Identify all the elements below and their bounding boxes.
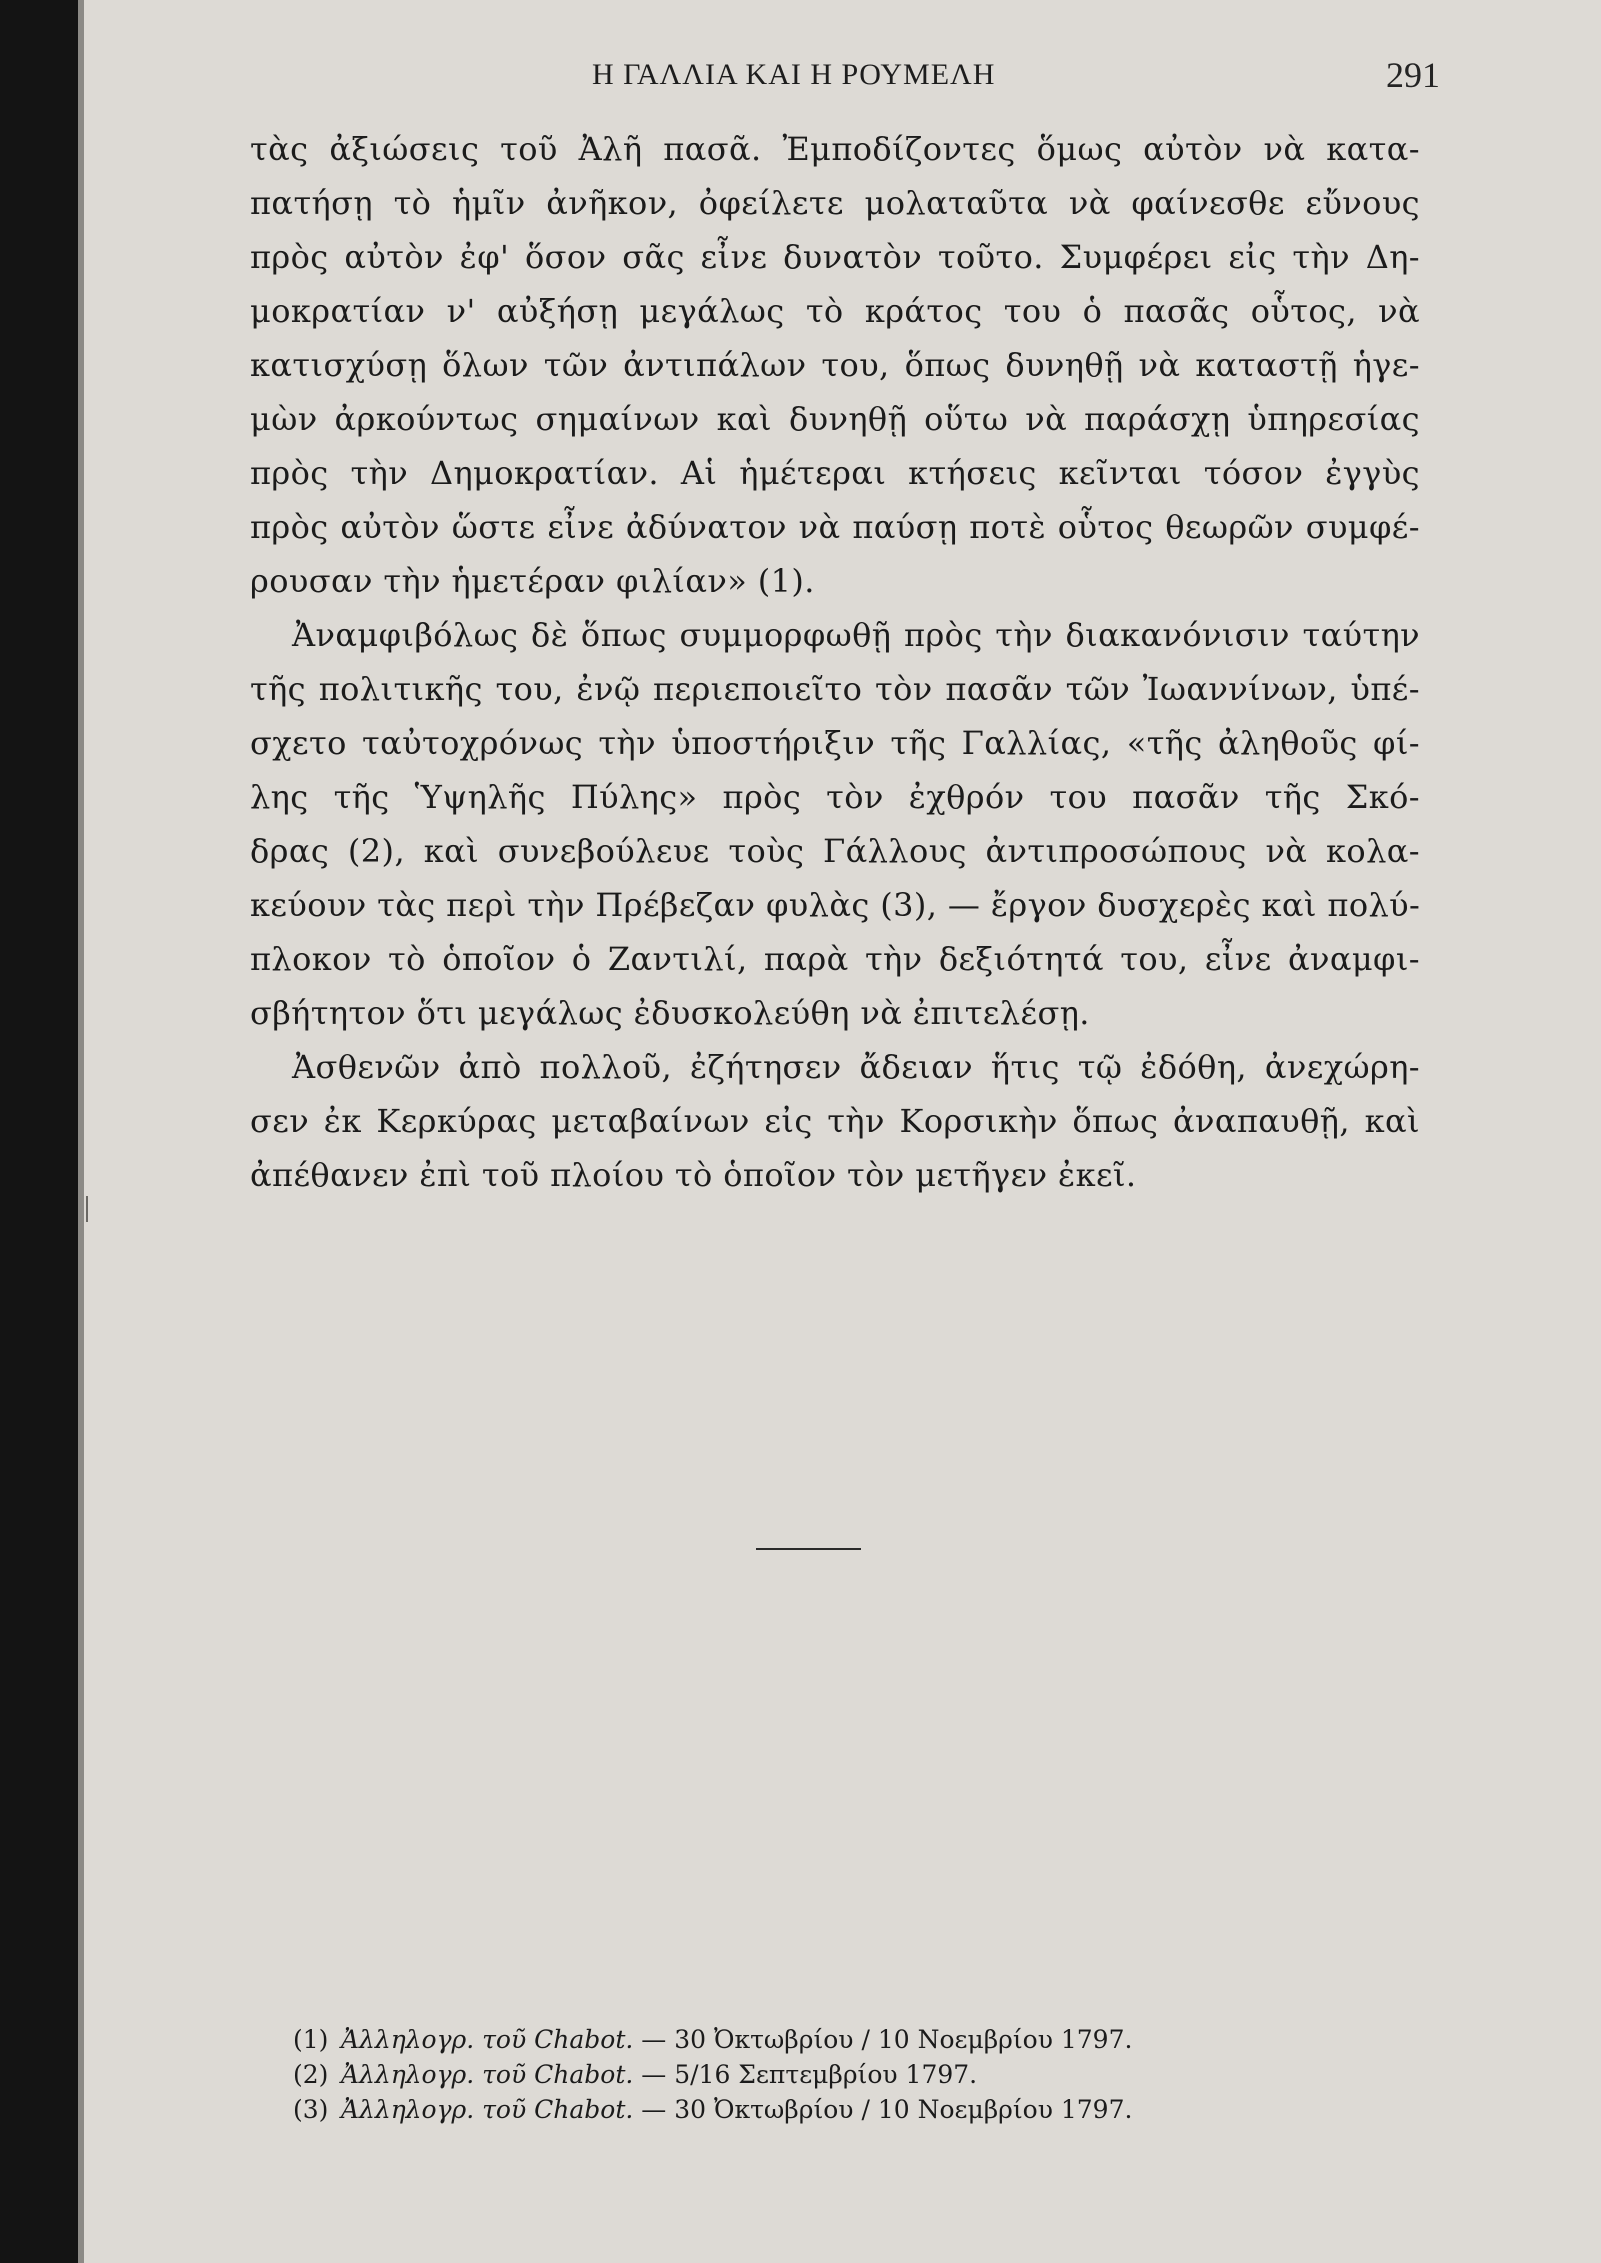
body-text	[250, 122, 1420, 1202]
text-line: σεν ἐκ Κερκύρας μεταβαίνων εἰς τὴν Κορσικὴν ὅπως ἀναπαυθῇ, καὶ	[250, 1102, 1420, 1140]
footnote-source: Ἀλληλογρ. τοῦ Chabot.	[340, 2060, 634, 2089]
text-line: πρὸς τὴν Δημοκρατίαν. Αἱ ἡμέτεραι κτήσεις κεῖνται τόσον ἐγγὺς	[250, 454, 1420, 492]
page-header	[560, 55, 1440, 108]
margin-mark	[86, 1196, 100, 1222]
footnote-source: Ἀλληλογρ. τοῦ Chabot.	[340, 2025, 634, 2054]
text-line: σχετο ταὐτοχρόνως τὴν ὑποστήριξιν τῆς Γαλλίας, «τῆς ἀληθοῦς φί-	[250, 724, 1420, 762]
running-title: Η ΓΑΛΛΙΑ ΚΑΙ Η ΡΟΥΜΕΛΗ	[592, 58, 996, 91]
text-line: τὰς ἀξιώσεις τοῦ Ἀλῆ πασᾶ. Ἐμποδίζοντες ὅμως αὐτὸν νὰ κατα-	[250, 130, 1420, 168]
text-line: δρας (2), καὶ συνεβούλευε τοὺς Γάλλους ἀντιπροσώπους νὰ κολα-	[250, 832, 1420, 870]
text-line: πρὸς αὐτὸν ὥστε εἶνε ἀδύνατον νὰ παύσῃ ποτὲ οὗτος θεωρῶν συμφέ-	[250, 508, 1420, 546]
text-line: μοκρατίαν ν' αὐξήσῃ μεγάλως τὸ κράτος του ὁ πασᾶς οὗτος, νὰ	[250, 292, 1420, 330]
text-line: ἀπέθανεν ἐπὶ τοῦ πλοίου τὸ ὁποῖον τὸν μετῆγεν ἐκεῖ.	[250, 1156, 1137, 1194]
binding-edge	[0, 0, 78, 2263]
footnote-date: — 5/16 Σεπτεμβρίου 1797.	[641, 2060, 978, 2089]
text-line: πρὸς αὐτὸν ἐφ' ὅσον σᾶς εἶνε δυνατὸν τοῦτο. Συμφέρει εἰς τὴν Δη-	[250, 238, 1420, 276]
footnote-separator	[756, 1548, 861, 1550]
text-line: λης τῆς Ὑψηλῆς Πύλης» πρὸς τὸν ἐχθρόν του πασᾶν τῆς Σκό-	[250, 778, 1420, 816]
page-number: 291	[1386, 55, 1440, 95]
footnote-mark: (1)	[293, 2025, 329, 2054]
paragraph-start: Ἀναμφιβόλως δὲ ὅπως συμμορφωθῇ πρὸς τὴν διακανόνισιν ταύτην	[292, 616, 1420, 654]
footnote-mark: (3)	[293, 2095, 329, 2124]
text-line: πλοκον τὸ ὁποῖον ὁ Ζαντιλί, παρὰ τὴν δεξιότητά του, εἶνε ἀναμφι-	[250, 940, 1420, 978]
footnote-date: — 30 Ὀκτωβρίου / 10 Νοεμβρίου 1797.	[641, 2025, 1133, 2054]
footnotes	[293, 2022, 1293, 2127]
footnote	[293, 2092, 1293, 2127]
text-line: πατήσῃ τὸ ἡμῖν ἀνῆκον, ὀφείλετε μολαταῦτα νὰ φαίνεσθε εὔνους	[250, 184, 1420, 222]
text-line: τῆς πολιτικῆς του, ἐνῷ περιεποιεῖτο τὸν πασᾶν τῶν Ἰωαννίνων, ὑπέ-	[250, 670, 1420, 708]
paragraph-start: Ἀσθενῶν ἀπὸ πολλοῦ, ἐζήτησεν ἄδειαν ἥτις τῷ ἐδόθη, ἀνεχώρη-	[292, 1048, 1420, 1086]
text-line: σβήτητον ὅτι μεγάλως ἐδυσκολεύθη νὰ ἐπιτελέσῃ.	[250, 994, 1090, 1032]
text-line: κεύουν τὰς περὶ τὴν Πρέβεζαν φυλὰς (3), — ἔργον δυσχερὲς καὶ πολύ-	[250, 886, 1421, 924]
footnote	[293, 2057, 1293, 2092]
text-line: μὼν ἀρκούντως σημαίνων καὶ δυνηθῇ οὕτω νὰ παράσχῃ ὑπηρεσίας	[250, 400, 1420, 438]
footnote	[293, 2022, 1293, 2057]
footnote-date: — 30 Ὀκτωβρίου / 10 Νοεμβρίου 1797.	[641, 2095, 1133, 2124]
footnote-mark: (2)	[293, 2060, 329, 2089]
text-line: ρουσαν τὴν ἡμετέραν φιλίαν» (1).	[250, 562, 815, 600]
footnote-source: Ἀλληλογρ. τοῦ Chabot.	[340, 2095, 634, 2124]
text-line: κατισχύσῃ ὅλων τῶν ἀντιπάλων του, ὅπως δυνηθῇ νὰ καταστῇ ἡγε-	[250, 346, 1420, 384]
binding-shadow	[78, 0, 84, 2263]
